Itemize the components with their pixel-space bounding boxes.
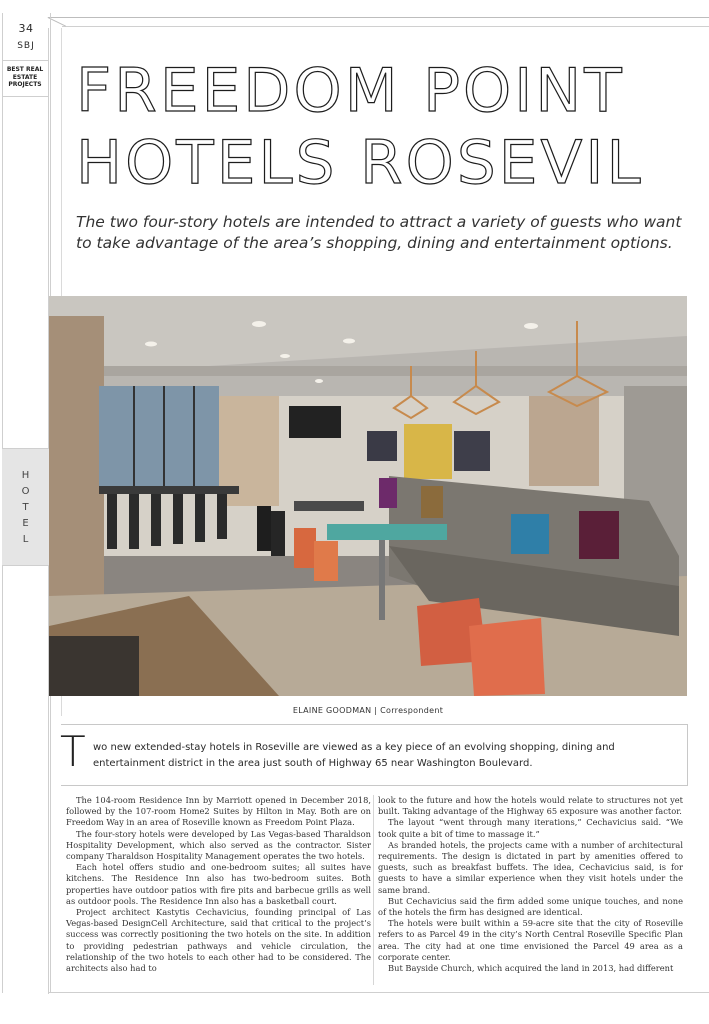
body-paragraph: But Bayside Church, which acquired the land in 2013, had different — [388, 963, 674, 974]
tab-letter: O — [21, 486, 30, 497]
drop-cap: T — [60, 727, 86, 776]
column-divider — [373, 795, 374, 985]
bottom-rule — [48, 992, 709, 993]
headline-line-2: HOTELS ROSEVIL — [76, 128, 644, 198]
section-divider — [3, 96, 48, 97]
tab-letter: H — [21, 470, 30, 481]
page-number: 34 — [18, 22, 34, 35]
body-paragraph: The hotels were built within a 59-acre site that the city of Roseville refers to as Parcel 49 in the city’s North Central Roseville Specific Plan area. The city had at one time envisioned the Parcel 49 area as a corporate center. — [378, 918, 683, 962]
deck: The two four-story hotels are intended to attract a variety of guests who want to take advantage of the area’s shopping, dining and entertainment options. — [76, 213, 682, 252]
body-paragraph: Each hotel offers studio and one-bedroom suites; all suites have kitchens. The Residence Inn also has two-bedroom suites. Both properties have outdoor patios with fire pits and barbecue grills as well as outdoor pools. The Residence Inn also has a basketball court. — [66, 862, 371, 906]
top-rule — [48, 17, 709, 18]
body-paragraph: The four-story hotels were developed by Las Vegas-based Tharaldson Hospitality Development, which also served as the contractor. Sister company Tharaldson Hospitality Management operates the two hotels. — [66, 828, 371, 862]
body-paragraph: look to the future and how the hotels would relate to structures not yet built. Taking advantage of the Highway 65 exposure was another factor. — [378, 795, 683, 817]
body-paragraph: Project architect Kastytis Cechavicius, founding principal of Las Vegas-based DesignCell Architecture, said that critical to the project’s success was correctly positioning the two hotels on the site. In addition to providing pedestrian pathways and vehicle circulation, the relationship of the two hotels to each other had to be considered. The architects also had to — [66, 907, 371, 974]
page-folio — [3, 22, 49, 51]
lobby-photo-illustration — [49, 296, 687, 696]
tab-letter: E — [22, 518, 29, 529]
body-paragraph: As branded hotels, the projects came with a number of architectural requirements. The design is dictated in part by amenities offered to guests, such as breakfast buffets. The idea, Cechavicius said, is for guests to have a similar experience when they visit hotels under the same brand. — [378, 839, 683, 895]
lede-paragraph: wo new extended-stay hotels in Roseville are viewed as a key piece of an evolving shopping, dining and entertainment district in the area just south of Highway 65 near Washington Boulevard. — [93, 742, 615, 769]
section-tab-letters — [2, 468, 49, 548]
publication-name: SBJ — [17, 41, 35, 51]
tab-letter: T — [22, 502, 29, 513]
body-column-2 — [378, 795, 683, 974]
body-paragraph: The layout “went through many iterations,” Cechavicius said. “We took quite a bit of time to massage it.” — [378, 817, 683, 839]
top-rule-inner — [62, 26, 709, 27]
headline-line-1: FREEDOM POINT — [76, 56, 625, 126]
body-paragraph: The 104-room Residence Inn by Marriott opened in December 2018, followed by the 107-room Home2 Suites by Hilton in May. Both are on Freedom Way in an area of Roseville known as Freedom Point Plaza. — [66, 795, 371, 828]
lobby-photo — [49, 296, 687, 696]
section-label: BEST REAL ESTATE PROJECTS — [6, 66, 44, 88]
body-paragraph: But Cechavicius said the firm added some unique touches, and none of the hotels the firm has designed are identical. — [378, 895, 683, 918]
body-column-1 — [66, 795, 371, 974]
folio-divider — [3, 60, 48, 61]
headline — [76, 55, 709, 199]
tab-letter: L — [22, 534, 29, 545]
photo-credit: ELAINE GOODMAN | Correspondent — [292, 706, 444, 715]
